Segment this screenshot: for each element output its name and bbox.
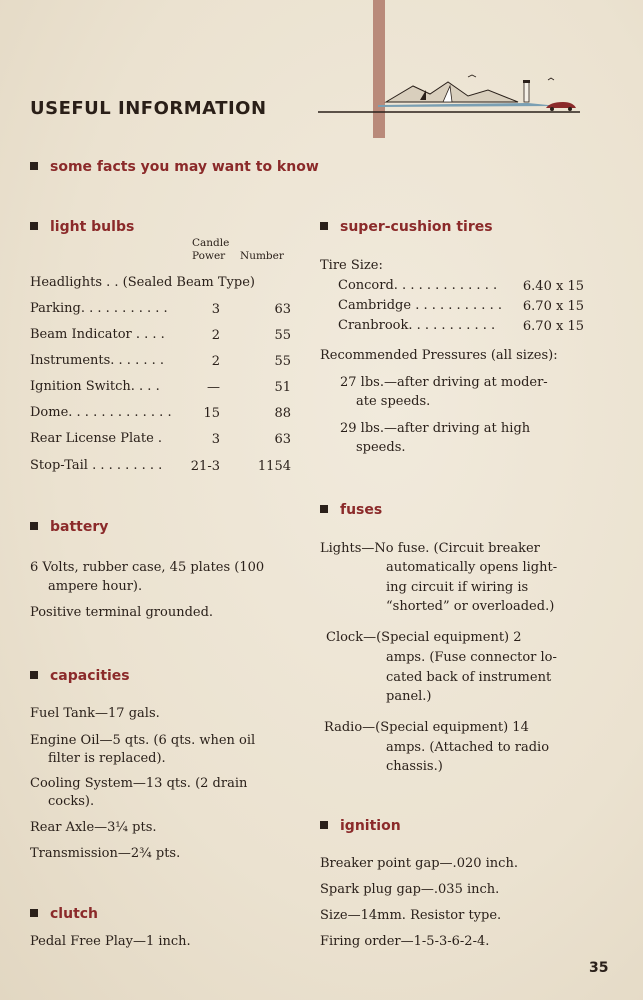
ignition-line: Breaker point gap—.020 inch. (320, 856, 518, 871)
fuse-clock-line: panel.) (386, 689, 432, 704)
fuse-lights-line: automatically opens light- (386, 560, 558, 575)
bulb-name: Parking. . . . . . . . . . . (30, 301, 168, 316)
fuse-radio-line: Radio—(Special equipment) 14 (324, 720, 529, 735)
bulb-number: 63 (274, 302, 291, 317)
cooling-line-2: cocks). (48, 794, 95, 809)
engine-oil-line-2: filter is replaced). (48, 751, 166, 766)
tire-size: 6.70 x 15 (522, 299, 584, 314)
bulb-number: 63 (274, 432, 291, 447)
page-title: USEFUL INFORMATION (30, 98, 267, 119)
bulb-candle: 21-3 (190, 459, 220, 474)
fuse-lights-line: “shorted” or overloaded.) (386, 599, 555, 614)
pressures-label: Recommended Pressures (all sizes): (320, 348, 558, 363)
ignition-heading: ignition (320, 818, 401, 834)
bulb-candle: 2 (211, 328, 220, 343)
clutch-heading: clutch (30, 906, 98, 922)
tires-heading: super-cushion tires (320, 219, 493, 235)
bulb-number: 51 (274, 380, 291, 395)
bulb-candle: 3 (211, 432, 220, 447)
ignition-line: Firing order—1-5-3-6-2-4. (320, 934, 490, 949)
bullet-square-icon (30, 222, 38, 230)
bulb-name: Instruments. . . . . . . (30, 353, 164, 368)
pressure-line: 29 lbs.—after driving at high (340, 421, 531, 436)
bullet-square-icon (320, 821, 328, 829)
col-candle-line1: Candle (192, 237, 230, 249)
battery-ground-line: Positive terminal grounded. (30, 605, 214, 620)
bulb-candle: 15 (203, 406, 220, 421)
headlights-row: Headlights . . (Sealed Beam Type) (30, 275, 255, 290)
pressure-line: ate speeds. (356, 394, 431, 409)
bulb-name: Beam Indicator . . . . (30, 327, 165, 342)
fuse-radio-line: chassis.) (386, 759, 443, 774)
rear-axle-line: Rear Axle—3¼ pts. (30, 820, 157, 835)
cooling-line: Cooling System—13 qts. (2 drain (30, 776, 248, 791)
page-number: 35 (589, 960, 609, 976)
bullet-square-icon (30, 909, 38, 917)
lakeside-scene-illustration (318, 72, 588, 122)
bulb-name: Rear License Plate . (30, 431, 163, 446)
bulb-number: 55 (274, 354, 291, 369)
bulb-number: 55 (274, 328, 291, 343)
bulb-candle: 3 (211, 302, 220, 317)
bulb-number: 1154 (257, 459, 291, 474)
bulb-name: Ignition Switch. . . . (30, 379, 160, 394)
bulb-name: Stop-Tail . . . . . . . . . (30, 458, 163, 473)
light-bulbs-heading: light bulbs (30, 219, 134, 235)
bulb-candle: 2 (211, 354, 220, 369)
fuel-tank-line: Fuel Tank—17 gals. (30, 706, 160, 721)
ignition-line: Spark plug gap—.035 inch. (320, 882, 500, 897)
pressure-line: speeds. (356, 440, 406, 455)
battery-line: 6 Volts, rubber case, 45 plates (100 (30, 560, 265, 575)
col-candle-line2: Power (192, 250, 226, 262)
pressure-line: 27 lbs.—after driving at moder- (340, 375, 548, 390)
bulb-number: 88 (274, 406, 291, 421)
transmission-line: Transmission—2¾ pts. (30, 846, 181, 861)
tire-name: Cambridge . . . . . . . . . . . (338, 298, 502, 313)
bullet-square-icon (320, 505, 328, 513)
battery-heading: battery (30, 519, 108, 535)
capacities-heading: capacities (30, 668, 130, 684)
tire-size-label: Tire Size: (320, 258, 383, 273)
col-number: Number (240, 250, 284, 262)
bulb-candle: — (207, 380, 220, 395)
bulb-name: Dome. . . . . . . . . . . . . (30, 405, 172, 420)
fuse-clock-line: amps. (Fuse connector lo- (386, 650, 557, 665)
battery-line: ampere hour). (48, 579, 143, 594)
fuse-radio-line: amps. (Attached to radio (386, 740, 550, 755)
clutch-line: Pedal Free Play—1 inch. (30, 934, 191, 949)
fuse-clock-line: cated back of instrument (386, 670, 552, 685)
fuse-lights-line: ing circuit if wiring is (386, 580, 529, 595)
bullet-square-icon (30, 522, 38, 530)
tire-name: Cranbrook. . . . . . . . . . . (338, 318, 496, 333)
fuse-lights-line: Lights—No fuse. (Circuit breaker (320, 541, 540, 556)
tire-name: Concord. . . . . . . . . . . . . (338, 278, 498, 293)
subtitle: some facts you may want to know (30, 159, 319, 175)
fuses-heading: fuses (320, 502, 382, 518)
engine-oil-line: Engine Oil—5 qts. (6 qts. when oil (30, 733, 256, 748)
ignition-line: Size—14mm. Resistor type. (320, 908, 502, 923)
bullet-square-icon (30, 162, 38, 170)
fuse-clock-line: Clock—(Special equipment) 2 (326, 630, 522, 645)
tire-size: 6.70 x 15 (522, 319, 584, 334)
bullet-square-icon (30, 671, 38, 679)
tire-size: 6.40 x 15 (522, 279, 584, 294)
bullet-square-icon (320, 222, 328, 230)
